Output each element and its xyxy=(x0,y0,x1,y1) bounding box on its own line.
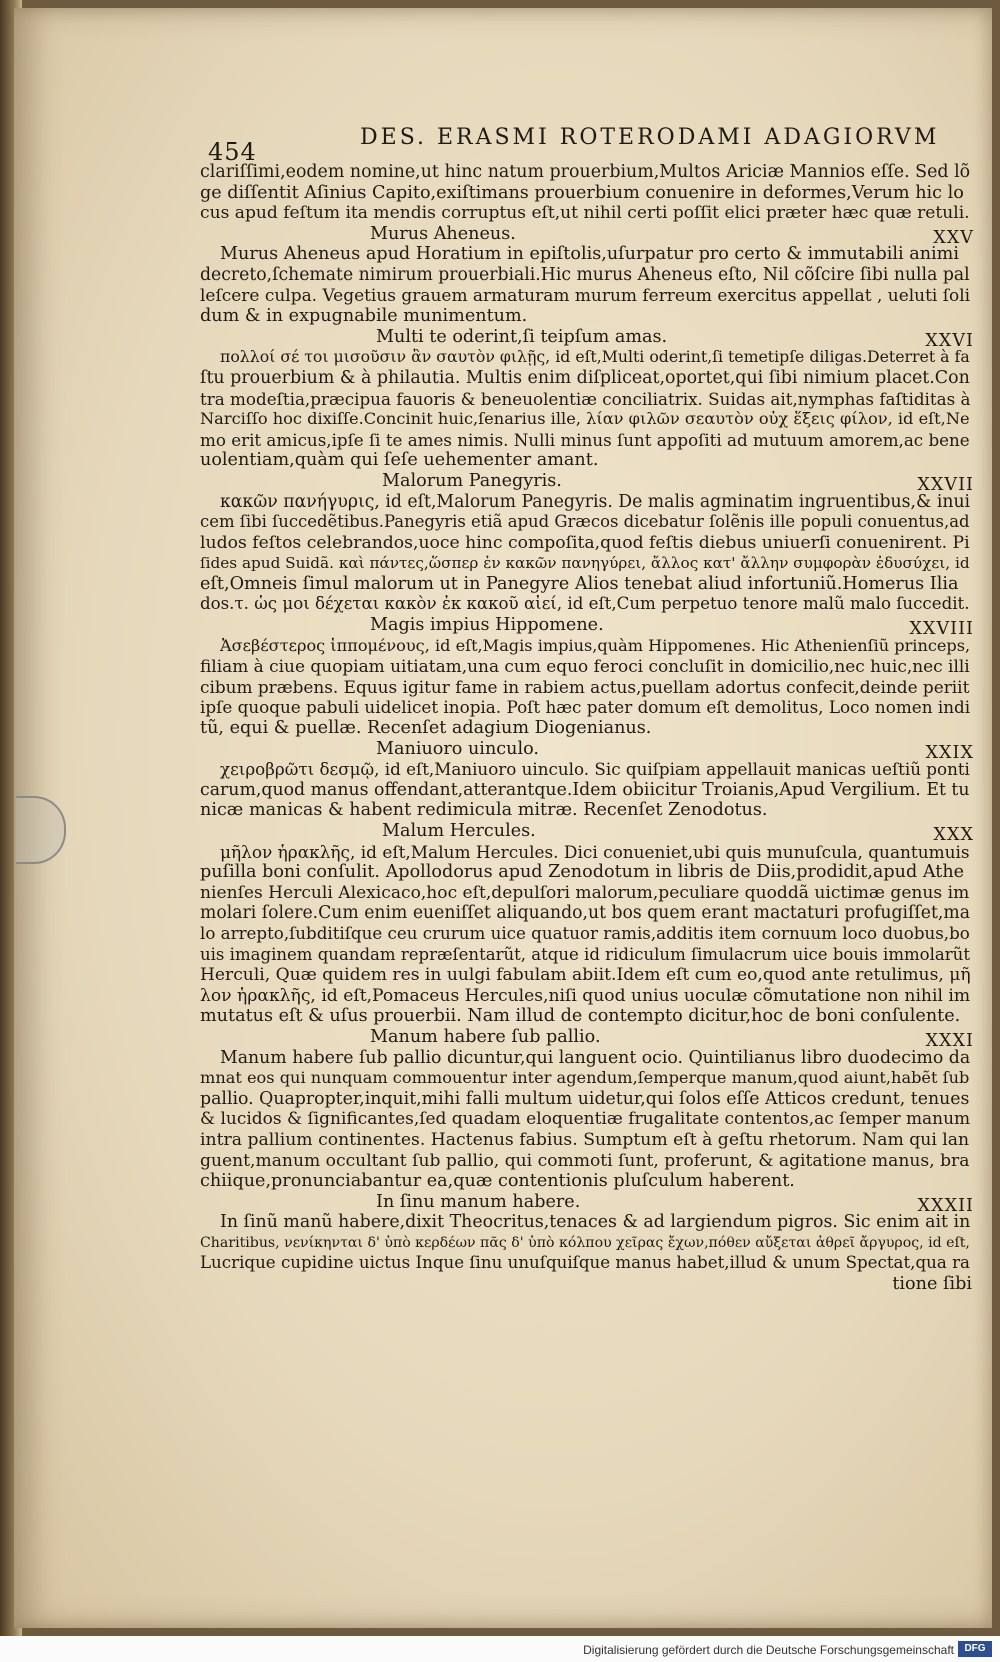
text-line: clariſſimi,eodem nomine,ut hinc natum prouerbium,Multos Ariciæ Mannios eſſe. Sed lõ xyxy=(200,162,971,182)
text-line: Lucrique cupidine uictus Inque ſinu unuſquiſque manus habet,illud & unum Spectat,qua ra xyxy=(200,1253,970,1273)
text-line: lo arrepto,ſubditiſque ceu crurum uice quatuor ramis,additis item cornuum loco duobus,bo xyxy=(200,923,970,943)
adage-entry xyxy=(200,821,978,1027)
entry-heading: Malum Hercules. xyxy=(382,821,536,841)
entry-heading-row xyxy=(200,738,978,763)
text-line: tra modeſtia,præcipua fauoris & beneuolentiæ conciliatrix. Suidas ait,nymphas faſtiditas à xyxy=(200,388,971,409)
entry-heading-row xyxy=(200,470,978,495)
entry-heading-row xyxy=(200,615,978,640)
text-line: molari ſolere.Cum enim eueniſſet aliquando,ut bos quem erant mactaturi profugiſſet,ma xyxy=(200,903,970,924)
entry-numeral: XXVIII xyxy=(909,619,974,640)
text-line: πολλοί σέ τοι μισοῦσιν ἂν σαυτὸν φιλῇς, id eſt,Multi oderint,ſi temetipſe diligas.Deterret à fa xyxy=(220,347,970,367)
entry-numeral: XXVI xyxy=(925,330,974,351)
text-line: tũ, equi & puellæ. Recenſet adagium Diogenianus. xyxy=(200,718,652,739)
text-line: intra pallium continentes. Hactenus fabius. Sumptum eſt à geſtu rhetorum. Nam qui lan xyxy=(200,1129,970,1150)
text-line: ſides apud Suidã. καὶ πάντες,ὥσπερ ἐν κακῶν πανηγύρει, ἄλλος κατ' ἄλλην συμφορὰν ἐδυσύχει, id xyxy=(200,554,970,573)
catchword: tione ſibi xyxy=(892,1274,972,1295)
text-line: leſcere culpa. Vegetius grauem armaturam murum ferreum exercitus appellat , ueluti ſoli xyxy=(200,285,971,306)
footer-credit: Digitalisierung gefördert durch die Deutsche Forschungsgemeinschaft xyxy=(583,1643,954,1657)
page-header xyxy=(200,125,978,166)
text-line: pallio. Quapropter,inquit,mihi falli multum uidetur,qui ſolos eſſe Atticos credunt, tenues xyxy=(200,1088,970,1109)
entry-heading: Multi te oderint,ſi teipſum amas. xyxy=(376,326,668,347)
dfg-logo: DFG xyxy=(958,1641,992,1657)
text-line: mo erit amicus,ipſe ſi te ames nimis. Nulli minus ſunt appoſiti ad mutuum amorem,ac bene xyxy=(200,429,970,450)
text-line: filiam à ciue quopiam uitiatam,una cum equo feroci concluſit in domicilio,nec huic,nec illi xyxy=(200,656,970,677)
text-line: uis imaginem quandam repræſentarũt, atque id ridiculum ſimulacrum uice bouis immolarũt xyxy=(200,944,970,964)
adage-entry xyxy=(200,1027,978,1192)
text-line: guent,manum occultant ſub pallio, qui commoti ſunt, proferunt, & agitatione manus, bra xyxy=(200,1150,970,1171)
page-number: 454 xyxy=(208,138,257,166)
entry-numeral: XXXI xyxy=(925,1030,974,1051)
entry-heading-row xyxy=(200,326,978,351)
text-line: puſilla boni conſulit. Apollodorus apud Zenodotum in libris de Diis,prodidit,apud Athe xyxy=(200,862,965,883)
entry-heading-row xyxy=(200,1026,978,1051)
adage-entry xyxy=(200,739,978,821)
adage-entry xyxy=(200,471,978,615)
text-line: χειροβρῶτι δεσμῷ, id eſt,Maniuoro uinculo. Sic quiſpiam appellauit manicas ueſtiũ ponti xyxy=(220,759,970,780)
text-line: dum & in expugnabile munimentum. xyxy=(200,306,528,327)
text-line: λον ἡρακλῆς, id eſt,Pomaceus Hercules,niſi quod unius uoculæ cõmutatione non nihil im xyxy=(200,985,971,1006)
text-line: nienſes Herculi Alexicaco,hoc eſt,depulſori malorum,peculiare quoddã uictimæ genus im xyxy=(200,882,970,903)
entry-numeral: XXV xyxy=(933,227,974,248)
text-line: carum,quod manus offendant,atterantque.Idem obiicitur Troianis,Apud Vergilium. Et tu xyxy=(200,779,970,800)
text-line: ipſe quoque pabuli uidelicet inopia. Poſt hæc pater domum eſt demolitus, Loco nomen indi xyxy=(200,697,971,718)
adage-entry xyxy=(200,615,978,739)
entry-heading-row xyxy=(200,223,978,248)
text-line: uolentiam,quàm qui ſeſe uehementer amant. xyxy=(200,450,599,471)
entry-heading: Maniuoro uinculo. xyxy=(376,738,539,759)
text-line: Charitibus, νενίκηνται δ' ὑπὸ κερδέων πᾶς δ' ὑπὸ κόλπου χεῖρας ἔχων,πόθεν αὔξεται ἀθρεῖ ἄργυρος, id eſt, xyxy=(200,1234,970,1251)
running-head: DES. ERASMI ROTERODAMI ADAGIORVM xyxy=(360,125,940,150)
text-line: chiique,pronunciabantur ea,quæ contentionis pluſculum haberent. xyxy=(200,1171,795,1192)
entry-heading: Magis impius Hippomene. xyxy=(370,615,604,636)
entry-heading-row xyxy=(200,821,978,845)
entry-numeral: XXVII xyxy=(917,474,974,495)
text-line: nicæ manicas & habent redimicula mitræ. Recenſet Zenodotus. xyxy=(200,800,768,821)
entry-heading: Murus Aheneus. xyxy=(370,223,516,244)
text-line: cibum præbens. Equus igitur fame in rabiem actus,puellam adortus confecit,deinde periit xyxy=(200,676,970,697)
text-line: Manum habere ſub pallio dicuntur,qui languent ocio. Quintilianus libro duodecimo da xyxy=(220,1047,971,1068)
adage-entries xyxy=(200,224,978,1274)
entry-numeral: XXIX xyxy=(925,742,974,763)
text-line: cem ſibi ſuccedẽtibus.Panegyris etiã apud Græcos dicebatur ſolẽnis ille populi conuentus,ad xyxy=(200,512,970,532)
text-line: decreto,ſchemate nimirum prouerbiali.Hic murus Aheneus eſto, Nil cõſcire ſibi nulla pal xyxy=(200,264,970,285)
text-line: ge diſſentit Aſinius Capito,exiſtimans prouerbium conuenire in deformes,Verum hic lo xyxy=(200,182,964,203)
text-line: Narciſſo hoc dixiſſe.Concinit huic,ſenarius ille, λίαν φιλῶν σεαυτὸν οὐχ ἕξεις φίλον, id eſt,Ne xyxy=(200,409,970,429)
entry-numeral: XXX xyxy=(933,825,974,845)
text-line: Murus Aheneus apud Horatium in epiſtolis,uſurpatur pro certo & immutabili animi xyxy=(220,244,959,265)
entry-heading: In ſinu manum habere. xyxy=(376,1191,581,1212)
text-line: μῆλον ἡρακλῆς, id eſt,Malum Hercules. Dici conueniet,ubi quis munuſcula, quantumuis xyxy=(220,841,970,862)
adage-entry xyxy=(200,224,978,327)
entry-heading: Malorum Panegyris. xyxy=(382,470,562,491)
intro-paragraph xyxy=(200,162,978,224)
text-line: & lucidos & ſignificantes,ſed quadam eloquentiæ frugalitate contentos,ac ſemper manum xyxy=(200,1109,971,1130)
text-line: Ἀσεβέστερος ἱππομένους, id eſt,Magis impius,quàm Hippomenes. Hic Athenienſiũ princeps, xyxy=(220,635,971,655)
digitization-footer xyxy=(0,1636,1000,1662)
entry-heading-row xyxy=(200,1191,978,1216)
text-line: eſt,Omneis ſimul malorum ut in Panegyre Alios tenebat aliud infortuniũ.Homerus Ilia xyxy=(200,573,959,594)
adage-entry xyxy=(200,327,978,471)
text-line: dos.τ. ὡς μοι δέχεται κακὸν ἐκ κακοῦ αἰεί, id eſt,Cum perpetuo tenore malũ malo ſuccedit. xyxy=(200,594,970,614)
text-line: In ſinũ manũ habere,dixit Theocritus,tenaces & ad largiendum pigros. Sic enim ait in xyxy=(220,1212,971,1233)
page-text-block xyxy=(200,125,978,1295)
text-line: ludos feſtos celebrandos,uoce hinc compoſita,quod feſtis diebus uniuerſi conuenirent. Pi xyxy=(200,532,970,553)
entry-numeral: XXXII xyxy=(917,1195,974,1216)
page-clip xyxy=(16,796,66,864)
text-line: κακῶν πανήγυρις, id eſt,Malorum Panegyris. De malis agminatim ingruentibus,& inui xyxy=(220,491,971,512)
text-line: mnat eos qui nunquam commouentur inter agendum,ſemperque manum,quod aiunt,habẽt ſub xyxy=(200,1068,970,1088)
text-line: ſtu prouerbium & à philautia. Multis enim diſpliceat,oportet,qui ſibi nimium placet.Con xyxy=(200,367,970,388)
adage-entry xyxy=(200,1192,978,1274)
entry-heading: Manum habere ſub pallio. xyxy=(370,1026,601,1047)
text-line: Herculi, Quæ quidem res in uulgi fabulam abiit.Idem eſt cum eo,quod ante retulimus, μῆ xyxy=(200,965,971,986)
text-line: cus apud feſtum ita mendis corruptus eſt,ut nihil certi poſſit elici præter hæc quæ retuli. xyxy=(200,203,970,224)
text-line: mutatus eſt & uſus prouerbii. Nam illud de contempto dicitur,hoc de boni conſulente. xyxy=(200,1006,961,1027)
